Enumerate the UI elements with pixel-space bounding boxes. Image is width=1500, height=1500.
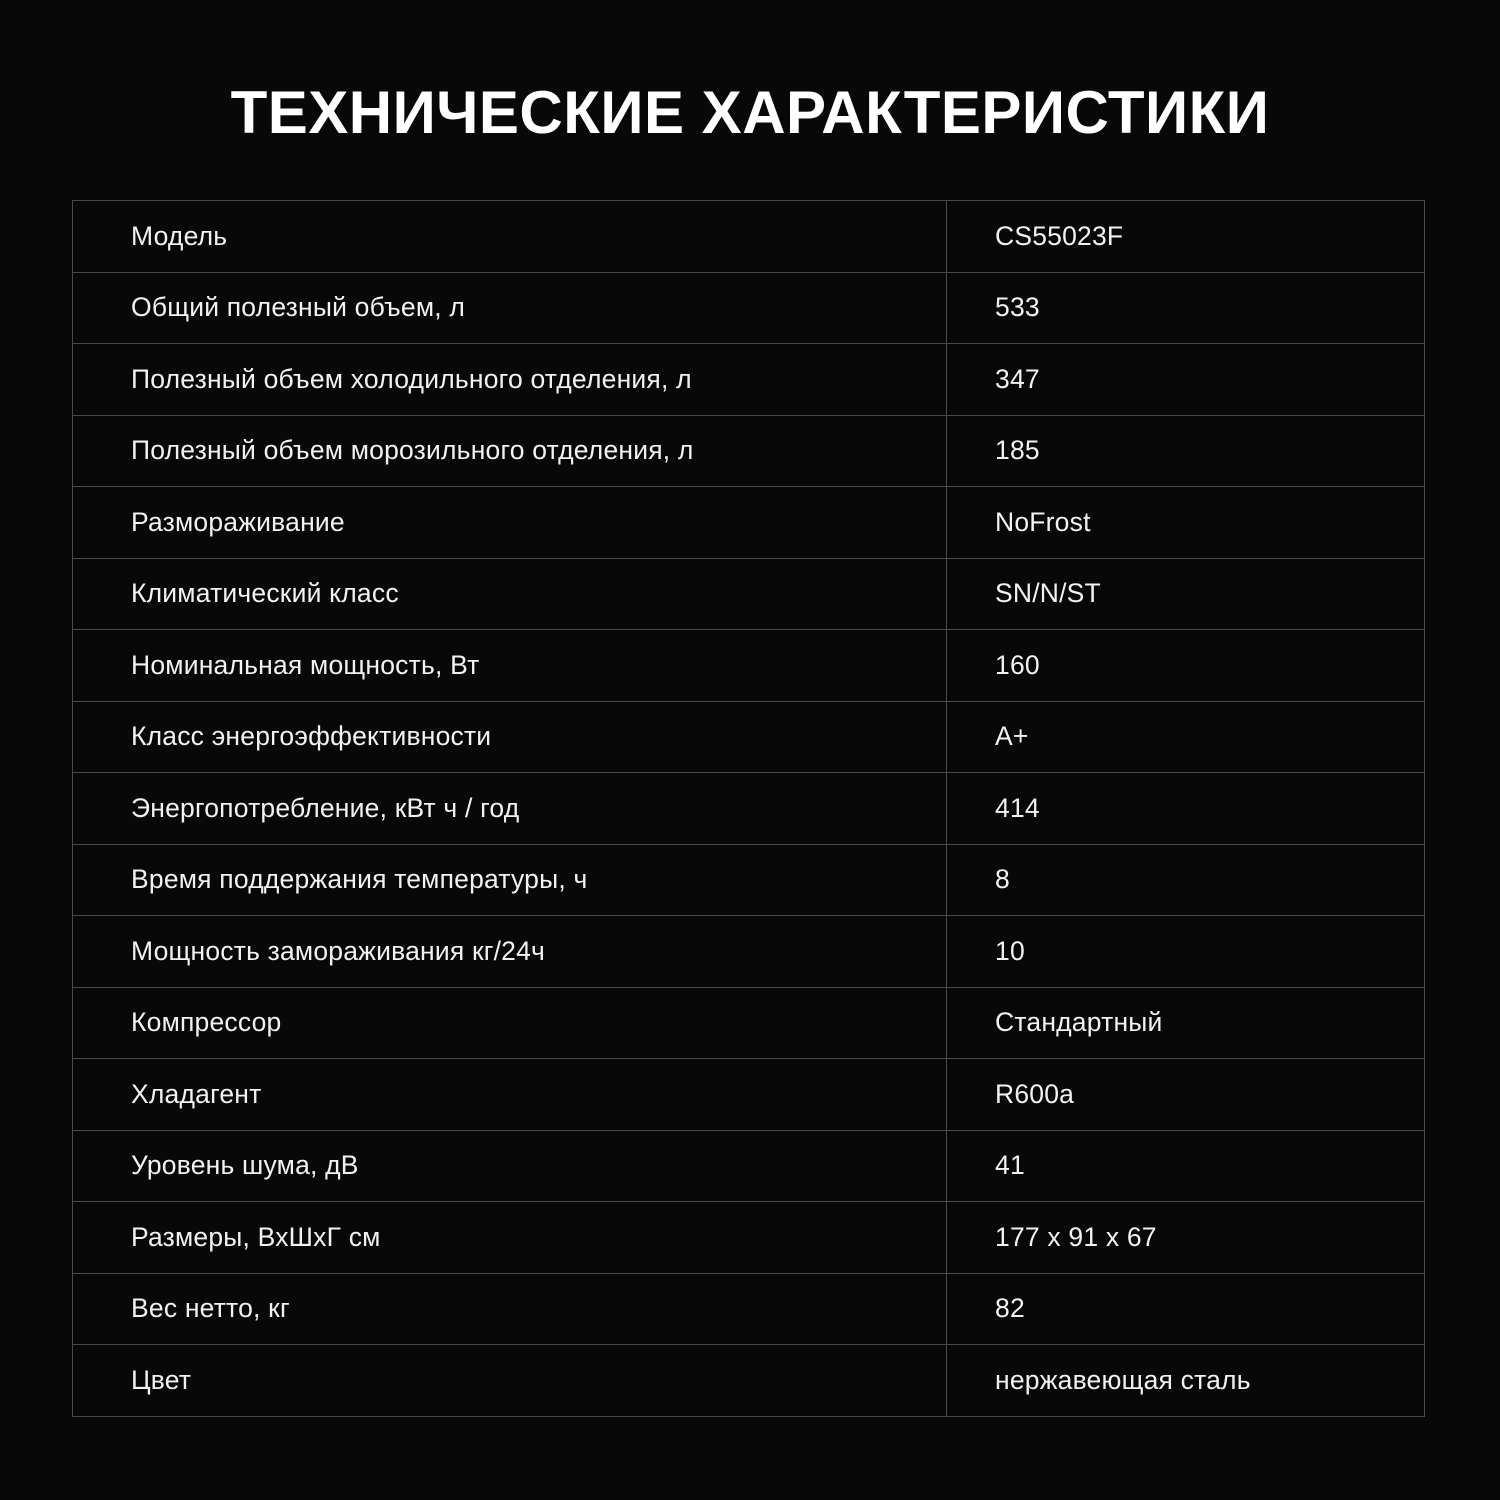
spec-name: Компрессор — [73, 987, 947, 1059]
spec-name: Энергопотребление, кВт ч / год — [73, 773, 947, 845]
spec-name: Полезный объем морозильного отделения, л — [73, 415, 947, 487]
table-row — [73, 344, 1425, 416]
spec-name: Цвет — [73, 1345, 947, 1417]
table-row — [73, 916, 1425, 988]
spec-value: Стандартный — [947, 987, 1425, 1059]
spec-name: Хладагент — [73, 1059, 947, 1131]
spec-name: Вес нетто, кг — [73, 1273, 947, 1345]
spec-value: 41 — [947, 1130, 1425, 1202]
table-row — [73, 1202, 1425, 1274]
table-row — [73, 272, 1425, 344]
spec-name: Климатический класс — [73, 558, 947, 630]
spec-value: 8 — [947, 844, 1425, 916]
spec-value: CS55023F — [947, 201, 1425, 273]
spec-value: 10 — [947, 916, 1425, 988]
spec-value: 185 — [947, 415, 1425, 487]
spec-value: нержавеющая сталь — [947, 1345, 1425, 1417]
table-row — [73, 1273, 1425, 1345]
spec-value: SN/N/ST — [947, 558, 1425, 630]
spec-value: 177 x 91 x 67 — [947, 1202, 1425, 1274]
specifications-table — [72, 200, 1425, 1417]
spec-value: R600a — [947, 1059, 1425, 1131]
table-row — [73, 558, 1425, 630]
table-row — [73, 1059, 1425, 1131]
spec-value: 414 — [947, 773, 1425, 845]
page-title: ТЕХНИЧЕСКИЕ ХАРАКТЕРИСТИКИ — [230, 79, 1270, 146]
table-row — [73, 701, 1425, 773]
spec-value: 533 — [947, 272, 1425, 344]
spec-name: Модель — [73, 201, 947, 273]
spec-name: Размеры, ВхШхГ см — [73, 1202, 947, 1274]
spec-name: Размораживание — [73, 487, 947, 559]
table-row — [73, 773, 1425, 845]
table-row — [73, 487, 1425, 559]
spec-value: 347 — [947, 344, 1425, 416]
spec-name: Общий полезный объем, л — [73, 272, 947, 344]
spec-name: Мощность замораживания кг/24ч — [73, 916, 947, 988]
spec-name: Уровень шума, дВ — [73, 1130, 947, 1202]
spec-name: Полезный объем холодильного отделения, л — [73, 344, 947, 416]
table-row — [73, 844, 1425, 916]
spec-name: Номинальная мощность, Вт — [73, 630, 947, 702]
spec-value: 82 — [947, 1273, 1425, 1345]
table-row — [73, 630, 1425, 702]
spec-value: A+ — [947, 701, 1425, 773]
table-row — [73, 1130, 1425, 1202]
table-row — [73, 1345, 1425, 1417]
table-row — [73, 201, 1425, 273]
spec-name: Класс энергоэффективности — [73, 701, 947, 773]
table-row — [73, 987, 1425, 1059]
spec-name: Время поддержания температуры, ч — [73, 844, 947, 916]
spec-value: NoFrost — [947, 487, 1425, 559]
spec-value: 160 — [947, 630, 1425, 702]
specifications-table-body — [73, 201, 1425, 1417]
table-row — [73, 415, 1425, 487]
